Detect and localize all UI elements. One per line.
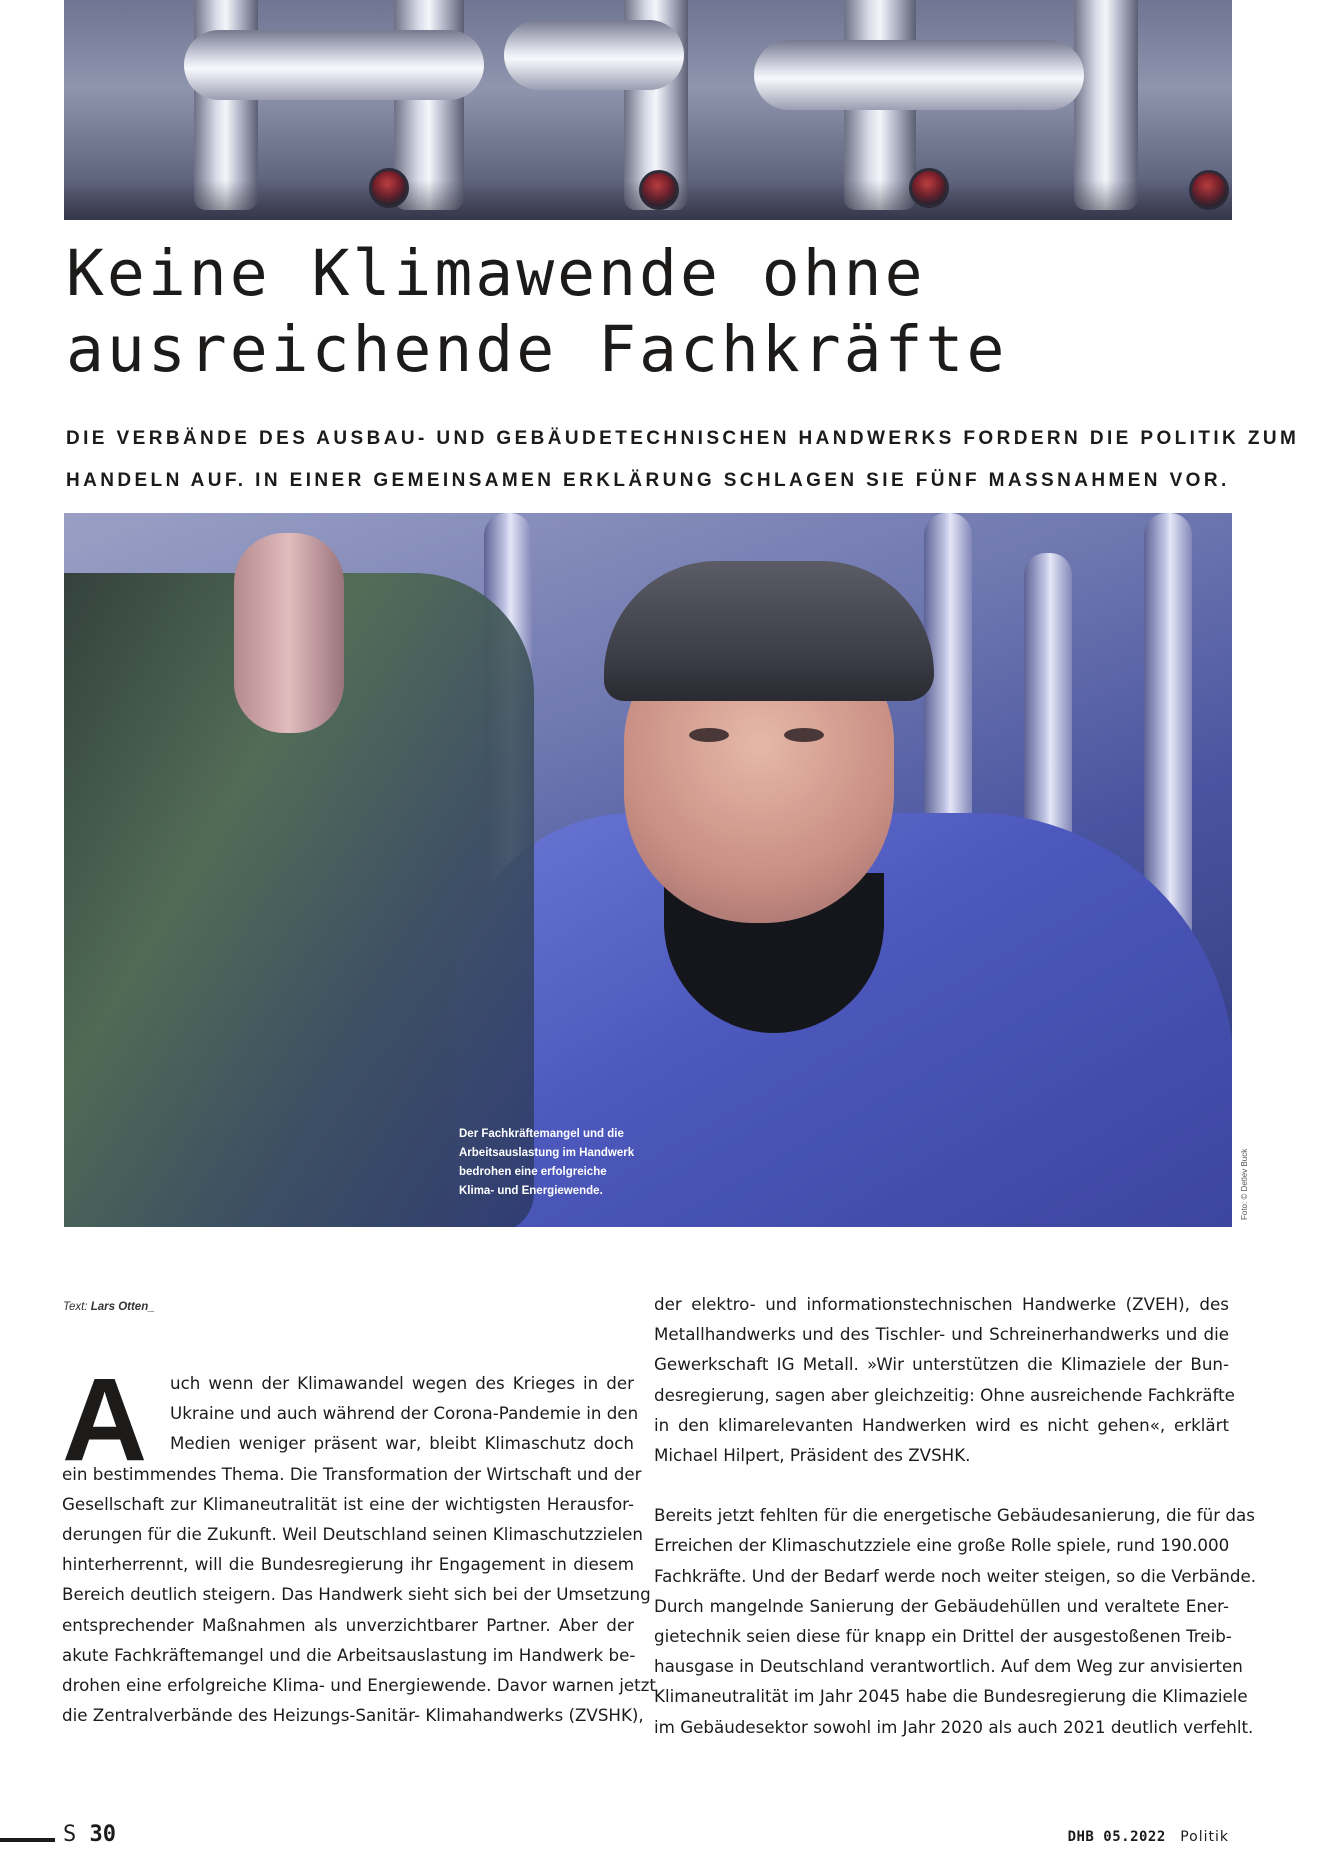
paragraph-spacer: [654, 1470, 1229, 1500]
body-line: Gewerkschaft IG Metall. »Wir unterstützen die Klimaziele der Bun-: [654, 1354, 1229, 1375]
issue-label: DHB 05.2022: [1067, 1829, 1166, 1845]
eye-shape: [689, 728, 729, 742]
body-line: derungen für die Zukunft. Weil Deutschland seinen Klimaschutzzielen: [62, 1524, 643, 1545]
worker-cap: [604, 561, 934, 701]
pipe-elbow-shape: [184, 30, 484, 100]
body-line: die Zentralverbände des Heizungs-Sanitär- Klimahandwerks (ZVSHK),: [62, 1705, 644, 1726]
body-line: uch wenn der Klimawandel wegen des Krieges in der: [170, 1373, 634, 1393]
body-line: in den klimarelevanten Handwerken wird es nicht gehen«, erklärt: [654, 1414, 1229, 1435]
body-line: Bereits jetzt fehlten für die energetische Gebäudesanierung, die für das: [654, 1505, 1255, 1526]
page-prefix: S: [63, 1822, 77, 1847]
body-line: akute Fachkräftemangel und die Arbeitsauslastung im Handwerk be-: [62, 1644, 636, 1665]
photo-caption: [459, 1125, 679, 1201]
body-line: entsprechender Maßnahmen als unverzichtbarer Partner. Aber der: [62, 1614, 634, 1635]
body-line: Bereich deutlich steigern. Das Handwerk sieht sich bei der Umsetzung: [62, 1584, 651, 1605]
eye-shape: [784, 728, 824, 742]
body-line: Metallhandwerks und des Tischler- und Schreinerhandwerks und die: [654, 1324, 1229, 1345]
article-column-right: [654, 1289, 1257, 1742]
page-number-value: 30: [89, 1822, 116, 1847]
lead-line: DIE VERBÄNDE DES AUSBAU- UND GEBÄUDETECHNISCHEN HANDWERKS FORDERN DIE POLITIK ZUM: [66, 428, 1300, 449]
body-line: gietechnik seien diese für knapp ein Drittel der ausgestoßenen Treib-: [654, 1626, 1232, 1647]
page-number: [63, 1822, 116, 1847]
body-line: hausgase in Deutschland verantwortlich. Auf dem Weg zur anvisierten: [654, 1656, 1243, 1677]
body-line: im Gebäudesektor sowohl im Jahr 2020 als auch 2021 deutlich verfehlt.: [654, 1716, 1254, 1737]
body-line: Erreichen der Klimaschutzziele eine große Rolle spiele, rund 190.000: [654, 1535, 1230, 1556]
drop-cap: A: [62, 1354, 148, 1486]
section-label: Politik: [1180, 1829, 1229, 1845]
body-line: Gesellschaft zur Klimaneutralität ist eine der wichtigsten Herausfor-: [62, 1493, 634, 1514]
article-headline: [66, 236, 1226, 388]
photo-shadow: [64, 180, 1232, 220]
main-photo-worker: [64, 513, 1232, 1227]
header-photo-pipes: [64, 0, 1232, 220]
caption-line: bedrohen eine erfolgreiche: [459, 1166, 607, 1178]
byline-author: Lars Otten_: [90, 1301, 155, 1313]
caption-line: Klima- und Energiewende.: [459, 1185, 603, 1197]
headline-line: ausreichende Fachkräfte: [66, 313, 1008, 386]
pipe-elbow-shape: [754, 40, 1084, 110]
headline-line: Keine Klimawende ohne: [66, 237, 926, 310]
byline-label: Text:: [63, 1301, 88, 1313]
byline: [63, 1301, 155, 1313]
body-line: ein bestimmendes Thema. Die Transformation der Wirtschaft und der: [62, 1463, 642, 1484]
footer-rule: [0, 1838, 55, 1842]
lead-line: HANDELN AUF. IN EINER GEMEINSAMEN ERKLÄRUNG SCHLAGEN SIE FÜNF MASSNAHMEN VOR.: [66, 470, 1230, 491]
footer-issue-section: [1068, 1829, 1229, 1845]
caption-line: Der Fachkräftemangel und die: [459, 1128, 624, 1140]
body-line: Ukraine und auch während der Corona-Pandemie in den: [170, 1403, 639, 1424]
article-lead: [66, 418, 1300, 502]
body-line: desregierung, sagen aber gleichzeitig: Ohne ausreichende Fachkräfte: [654, 1384, 1235, 1405]
worker-hand: [234, 533, 344, 733]
pipe-elbow-shape: [504, 20, 684, 90]
pipe-shape: [1074, 0, 1138, 210]
body-line: Durch mangelnde Sanierung der Gebäudehüllen und veraltete Ener-: [654, 1595, 1229, 1616]
caption-line: Arbeitsauslastung im Handwerk: [459, 1147, 635, 1159]
body-line: drohen eine erfolgreiche Klima- und Energiewende. Davor warnen jetzt: [62, 1675, 656, 1696]
article-column-left: [62, 1354, 656, 1730]
body-line: Klimaneutralität im Jahr 2045 habe die Bundesregierung die Klimaziele: [654, 1686, 1248, 1707]
body-line: hinterherrennt, will die Bundesregierung ihr Engagement in diesem: [62, 1554, 634, 1575]
body-line: Michael Hilpert, Präsident des ZVSHK.: [654, 1445, 971, 1466]
body-line: Medien weniger präsent war, bleibt Klimaschutz doch: [170, 1433, 634, 1454]
body-line: der elektro- und informationstechnischen Handwerke (ZVEH), des: [654, 1294, 1229, 1314]
photo-credit: Foto: © Detlev Buck: [1240, 1148, 1249, 1220]
body-line: Fachkräfte. Und der Bedarf werde noch weiter steigen, so die Verbände.: [654, 1565, 1257, 1586]
